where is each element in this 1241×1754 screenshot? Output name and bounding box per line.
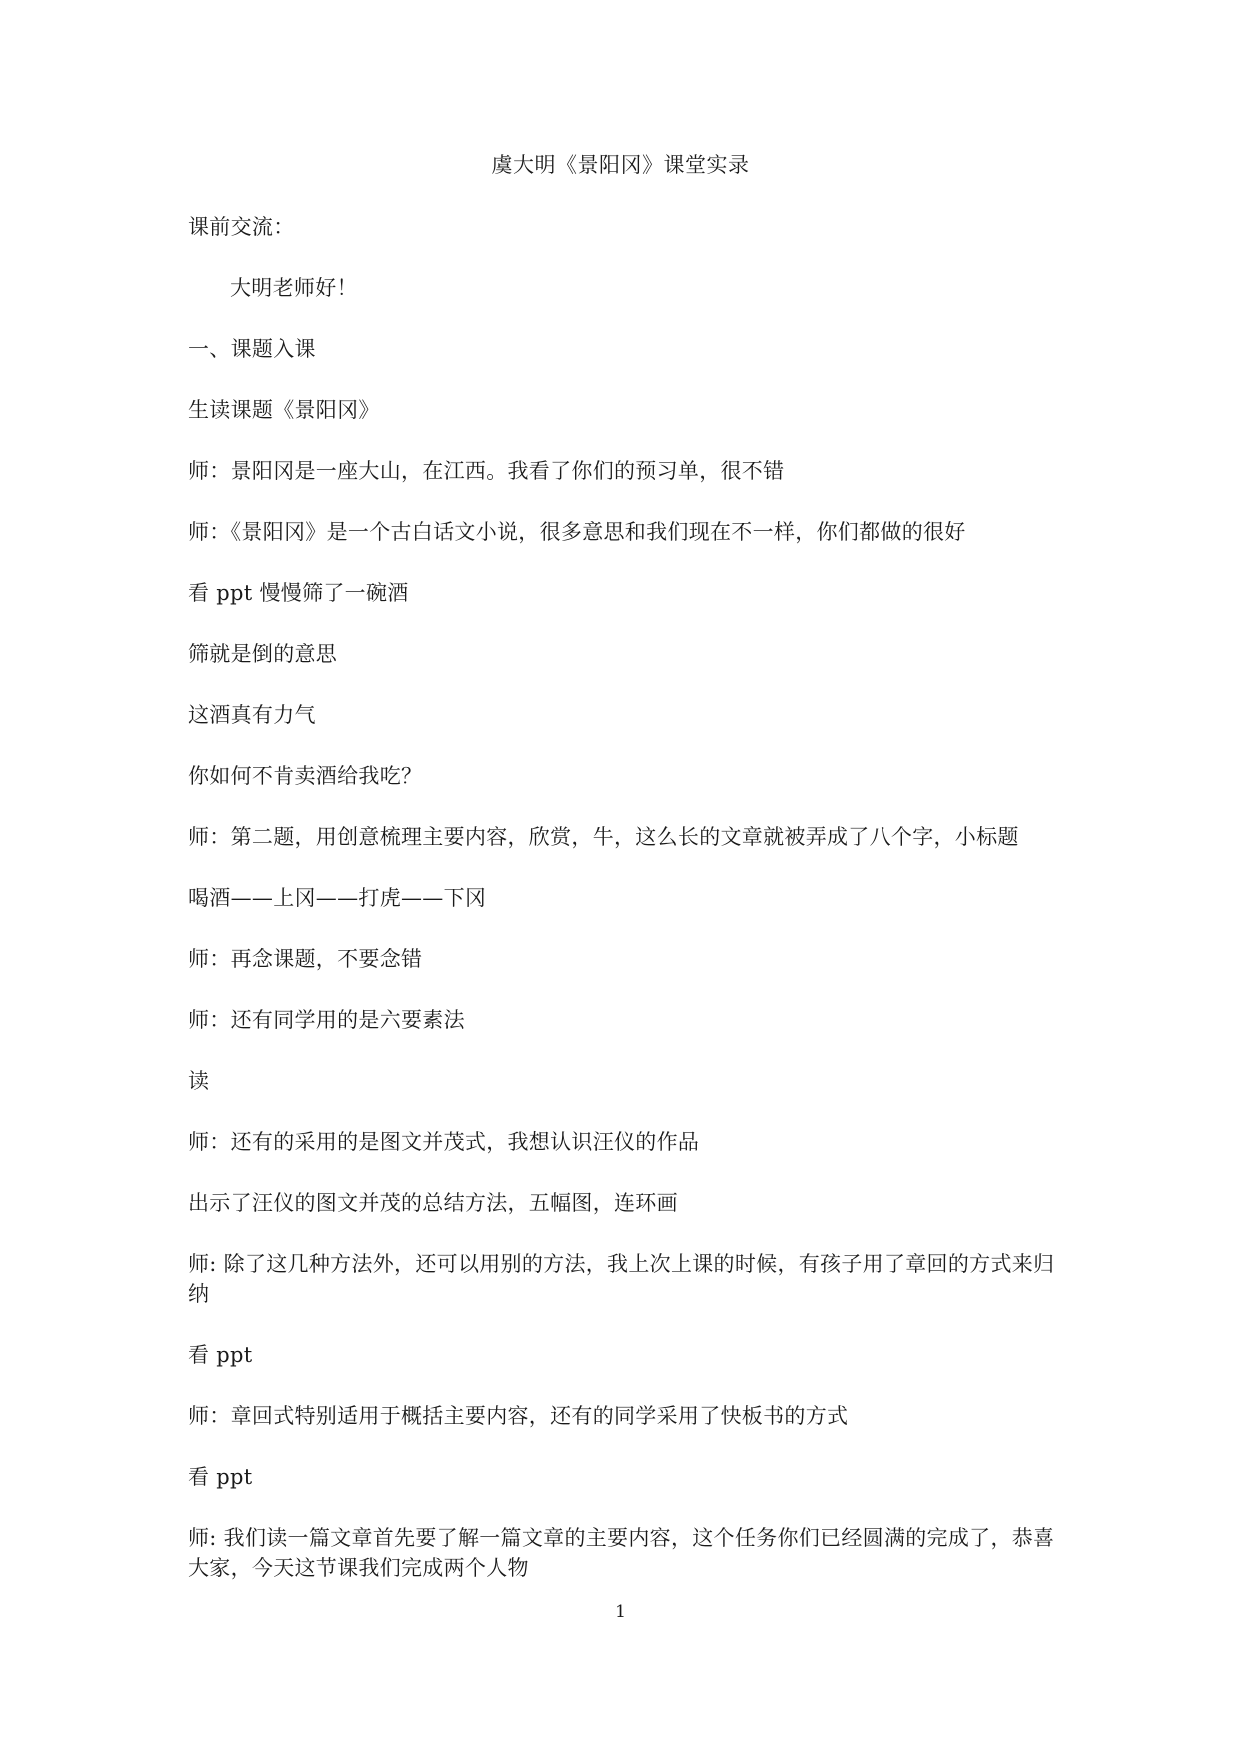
paragraph: 看 ppt	[188, 1343, 253, 1367]
paragraph: 这酒真有力气	[188, 703, 316, 727]
paragraph: 师：再念课题，不要念错	[188, 947, 423, 971]
paragraph: 师: 我们读一篇文章首先要了解一篇文章的主要内容，这个任务你们已经圆满的完成了，恭喜大家，今天这节课我们完成两个人物	[188, 1526, 1055, 1580]
paragraph: 课前交流：	[188, 215, 295, 239]
paragraph: 师：章回式特别适用于概括主要内容，还有的同学采用了快板书的方式	[188, 1404, 849, 1428]
paragraph: 生读课题《景阳冈》	[188, 398, 380, 422]
paragraph: 师：《景阳冈》是一个古白话文小说，很多意思和我们现在不一样，你们都做的很好	[188, 520, 966, 544]
paragraph: 读	[188, 1069, 210, 1093]
paragraph: 师：景阳冈是一座大山，在江西。我看了你们的预习单，很不错	[188, 459, 785, 483]
document-title: 虞大明《景阳冈》课堂实录	[491, 153, 750, 177]
page-number: 1	[615, 1602, 626, 1622]
paragraph: 一、课题入课	[188, 337, 316, 361]
paragraph: 看 ppt	[188, 1465, 253, 1489]
paragraph: 师: 除了这几种方法外，还可以用别的方法，我上次上课的时候，有孩子用了章回的方式来归纳	[188, 1252, 1055, 1306]
paragraph: 出示了汪仪的图文并茂的总结方法，五幅图，连环画	[188, 1191, 678, 1215]
paragraph: 看 ppt 慢慢筛了一碗酒	[188, 581, 409, 605]
paragraph: 筛就是倒的意思	[188, 642, 338, 666]
paragraph: 师：还有的采用的是图文并茂式，我想认识汪仪的作品	[188, 1130, 700, 1154]
paragraph: 你如何不肯卖酒给我吃？	[188, 764, 423, 788]
paragraph: 喝酒——上冈——打虎——下冈	[188, 886, 487, 910]
document-body	[188, 212, 1068, 1614]
paragraph: 师：还有同学用的是六要素法	[188, 1008, 465, 1032]
paragraph: 大明老师好！	[230, 276, 358, 300]
paragraph: 师：第二题，用创意梳理主要内容，欣赏，牛，这么长的文章就被弄成了八个字，小标题	[188, 825, 1019, 849]
